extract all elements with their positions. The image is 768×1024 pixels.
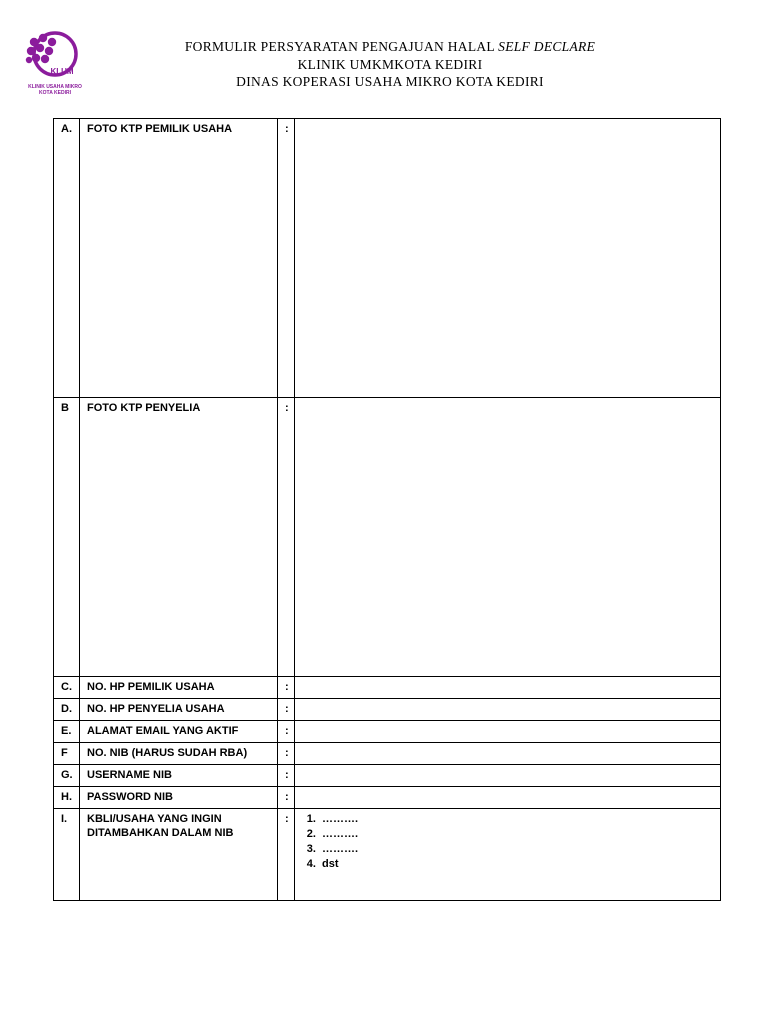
form-row-nib-username — [54, 765, 721, 787]
row-colon: : — [278, 699, 295, 721]
row-colon: : — [278, 809, 295, 901]
form-row-ktp-owner — [54, 119, 721, 398]
form-row-nib-password — [54, 787, 721, 809]
kbli-field[interactable] — [295, 809, 721, 901]
owner-phone-field[interactable] — [295, 677, 721, 699]
header-line3: DINAS KOPERASI USAHA MIKRO KOTA KEDIRI — [236, 74, 544, 89]
row-code: F — [54, 743, 80, 765]
header-title-italic: SELF DECLARE — [498, 39, 596, 54]
row-label: PASSWORD NIB — [80, 787, 278, 809]
form-row-email — [54, 721, 721, 743]
document-header — [100, 38, 680, 91]
nib-password-field[interactable] — [295, 787, 721, 809]
logo-caption-line2: KOTA KEDIRI — [39, 90, 71, 96]
form-row-nib-number — [54, 743, 721, 765]
row-colon: : — [278, 787, 295, 809]
row-label: NO. HP PEMILIK USAHA — [80, 677, 278, 699]
kbli-list-item: 2. ………. — [319, 827, 713, 842]
row-label: ALAMAT EMAIL YANG AKTIF — [80, 721, 278, 743]
row-code: I. — [54, 809, 80, 901]
row-colon: : — [278, 398, 295, 677]
row-code: G. — [54, 765, 80, 787]
row-code: E. — [54, 721, 80, 743]
row-colon: : — [278, 119, 295, 398]
requirements-form-table — [53, 118, 721, 901]
row-label: USERNAME NIB — [80, 765, 278, 787]
form-row-owner-phone — [54, 677, 721, 699]
row-colon: : — [278, 743, 295, 765]
kbli-list-item: 3. ………. — [319, 842, 713, 857]
logo-text: KLUM — [50, 67, 74, 76]
kbli-list-item: 4. dst — [319, 857, 713, 872]
nib-number-field[interactable] — [295, 743, 721, 765]
row-label: FOTO KTP PENYELIA — [80, 398, 278, 677]
row-code: B — [54, 398, 80, 677]
row-label: FOTO KTP PEMILIK USAHA — [80, 119, 278, 398]
row-label: KBLI/USAHA YANG INGIN DITAMBAHKAN DALAM NIB — [80, 809, 278, 901]
kbli-list-item: 1. ………. — [319, 812, 713, 827]
header-line1 — [100, 38, 680, 56]
row-code: H. — [54, 787, 80, 809]
row-label: NO. HP PENYELIA USAHA — [80, 699, 278, 721]
logo-caption-line1: KLINIK USAHA MIKRO — [28, 84, 82, 90]
klum-logo-icon — [22, 30, 88, 84]
ktp-owner-photo-field[interactable] — [295, 119, 721, 398]
row-code: A. — [54, 119, 80, 398]
ktp-supervisor-photo-field[interactable] — [295, 398, 721, 677]
form-row-kbli — [54, 809, 721, 901]
header-line2: KLINIK UMKMKOTA KEDIRI — [297, 56, 483, 72]
nib-username-field[interactable] — [295, 765, 721, 787]
row-colon: : — [278, 677, 295, 699]
row-label: NO. NIB (HARUS SUDAH RBA) — [80, 743, 278, 765]
row-code: D. — [54, 699, 80, 721]
row-colon: : — [278, 721, 295, 743]
klum-logo — [22, 30, 88, 96]
email-field[interactable] — [295, 721, 721, 743]
row-code: C. — [54, 677, 80, 699]
form-row-supervisor-phone — [54, 699, 721, 721]
header-title: FORMULIR PERSYARATAN PENGAJUAN HALAL — [184, 39, 495, 54]
form-row-ktp-supervisor — [54, 398, 721, 677]
row-colon: : — [278, 765, 295, 787]
kbli-list — [302, 812, 713, 872]
supervisor-phone-field[interactable] — [295, 699, 721, 721]
